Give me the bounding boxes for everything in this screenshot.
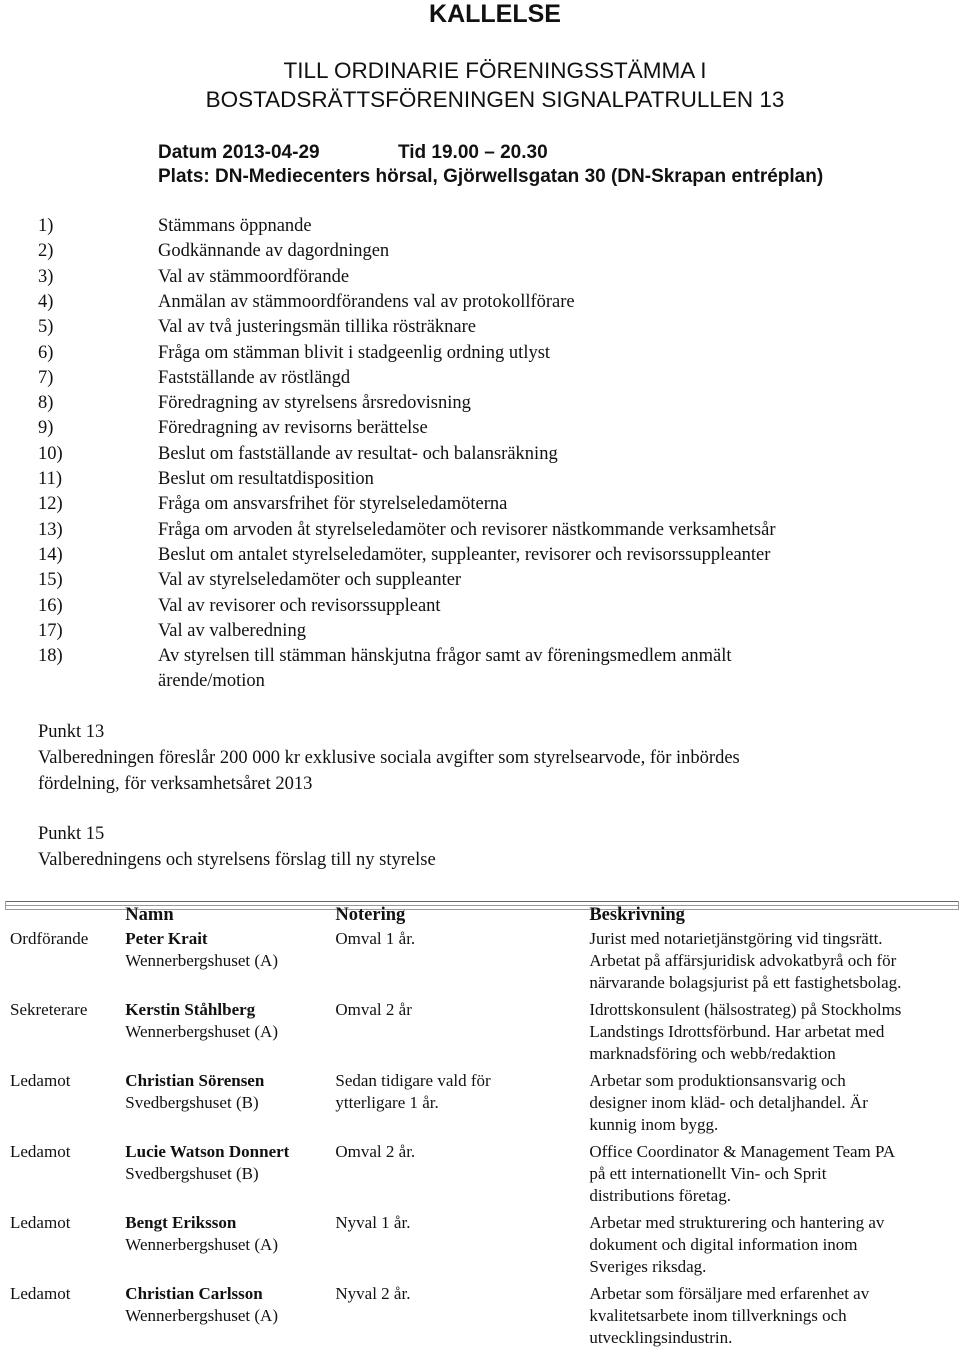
description-line: Arbetar som produktionsansvarig och <box>589 1071 846 1090</box>
punkt13-text-line-1: Valberedningen föreslår 200 000 kr exklusive sociala avgifter som styrelsearvode, för inbördes <box>38 748 740 768</box>
description-line: närvarande bolagsjurist på ett fastighetsbolag. <box>589 973 902 992</box>
table-row <box>5 1141 959 1212</box>
description-line: på ett internationellt Vin- och Sprit <box>589 1164 827 1183</box>
description-line: kvalitetsarbete inom tillverknings och <box>589 1306 847 1325</box>
description-line: Office Coordinator & Management Team PA <box>589 1142 896 1161</box>
table-header-row <box>5 901 959 928</box>
note-cell: Omval 2 år <box>335 1000 412 1019</box>
column-header-name: Namn <box>125 905 174 925</box>
description-line: Landstings Idrottsförbund. Har arbetat med <box>589 1022 885 1041</box>
description-line: Idrottskonsulent (hälsostrateg) på Stockholms <box>589 1000 902 1019</box>
person-name: Lucie Watson Donnert <box>125 1142 290 1161</box>
punkt13-text-line-2: fördelning, för verksamhetsåret 2013 <box>38 774 313 794</box>
board-proposal-table <box>5 901 959 1354</box>
person-house: Svedbergshuset (B) <box>125 1093 259 1112</box>
note-cell: Omval 2 år. <box>335 1142 416 1161</box>
person-house: Wennerbergshuset (A) <box>125 951 278 970</box>
table-row <box>5 1070 959 1141</box>
subtitle-line-1: TILL ORDINARIE FÖRENINGSSTÄMMA I <box>283 58 707 83</box>
description-line: distributions företag. <box>589 1186 731 1205</box>
person-name: Christian Sörensen <box>125 1071 265 1090</box>
table-row <box>5 1283 959 1354</box>
meeting-date: Datum 2013-04-29 <box>158 142 320 163</box>
note-cell: Sedan tidigare vald för ytterligare 1 år. <box>335 1071 491 1112</box>
table-row <box>5 928 959 999</box>
column-header-description: Beskrivning <box>589 905 685 925</box>
note-cell: Nyval 2 år. <box>335 1284 411 1303</box>
note-cell: Omval 1 år. <box>335 929 416 948</box>
punkt13-heading: Punkt 13 <box>38 722 105 742</box>
description-line: kunnig inom bygg. <box>589 1115 719 1134</box>
role-cell: Ledamot <box>10 1284 71 1303</box>
description-line: Sveriges riksdag. <box>589 1257 707 1276</box>
person-name: Bengt Eriksson <box>125 1213 237 1232</box>
meeting-location: Plats: DN-Mediecenters hörsal, Gjörwellsgatan 30 (DN-Skrapan entréplan) <box>158 166 824 187</box>
role-cell: Ordförande <box>10 929 89 948</box>
description-line: Jurist med notarietjänstgöring vid tingsrätt. <box>589 929 883 948</box>
subtitle-line-2: BOSTADSRÄTTSFÖRENINGEN SIGNALPATRULLEN 13 <box>205 87 785 112</box>
document-title: KALLELSE <box>429 0 561 28</box>
role-cell: Ledamot <box>10 1142 71 1161</box>
table-row <box>5 1212 959 1283</box>
person-name: Christian Carlsson <box>125 1284 263 1303</box>
person-name: Peter Krait <box>125 929 208 948</box>
description-line: dokument och digital information inom <box>589 1235 858 1254</box>
meeting-time: Tid 19.00 – 20.30 <box>398 142 548 163</box>
person-name: Kerstin Ståhlberg <box>125 1000 256 1019</box>
description-line: Arbetar med strukturering och hantering av <box>589 1213 885 1232</box>
punkt15-text: Valberedningens och styrelsens förslag till ny styrelse <box>38 850 436 870</box>
note-cell: Nyval 1 år. <box>335 1213 411 1232</box>
description-line: marknadsföring och webb/redaktion <box>589 1044 836 1063</box>
description-line: Arbetat på affärsjuridisk advokatbyrå och för <box>589 951 897 970</box>
column-header-note: Notering <box>335 905 406 925</box>
date-time-line <box>158 142 548 164</box>
person-house: Svedbergshuset (B) <box>125 1164 259 1183</box>
table-row <box>5 999 959 1070</box>
person-house: Wennerbergshuset (A) <box>125 1022 278 1041</box>
person-house: Wennerbergshuset (A) <box>125 1306 278 1325</box>
person-house: Wennerbergshuset (A) <box>125 1235 278 1254</box>
role-cell: Ledamot <box>10 1213 71 1232</box>
description-line: designer inom kläd- och detaljhandel. Är <box>589 1093 868 1112</box>
description-line: utvecklingsindustrin. <box>589 1328 733 1347</box>
description-line: Arbetar som försäljare med erfarenhet av <box>589 1284 870 1303</box>
role-cell: Ledamot <box>10 1071 71 1090</box>
punkt15-heading: Punkt 15 <box>38 824 105 844</box>
role-cell: Sekreterare <box>10 1000 88 1019</box>
